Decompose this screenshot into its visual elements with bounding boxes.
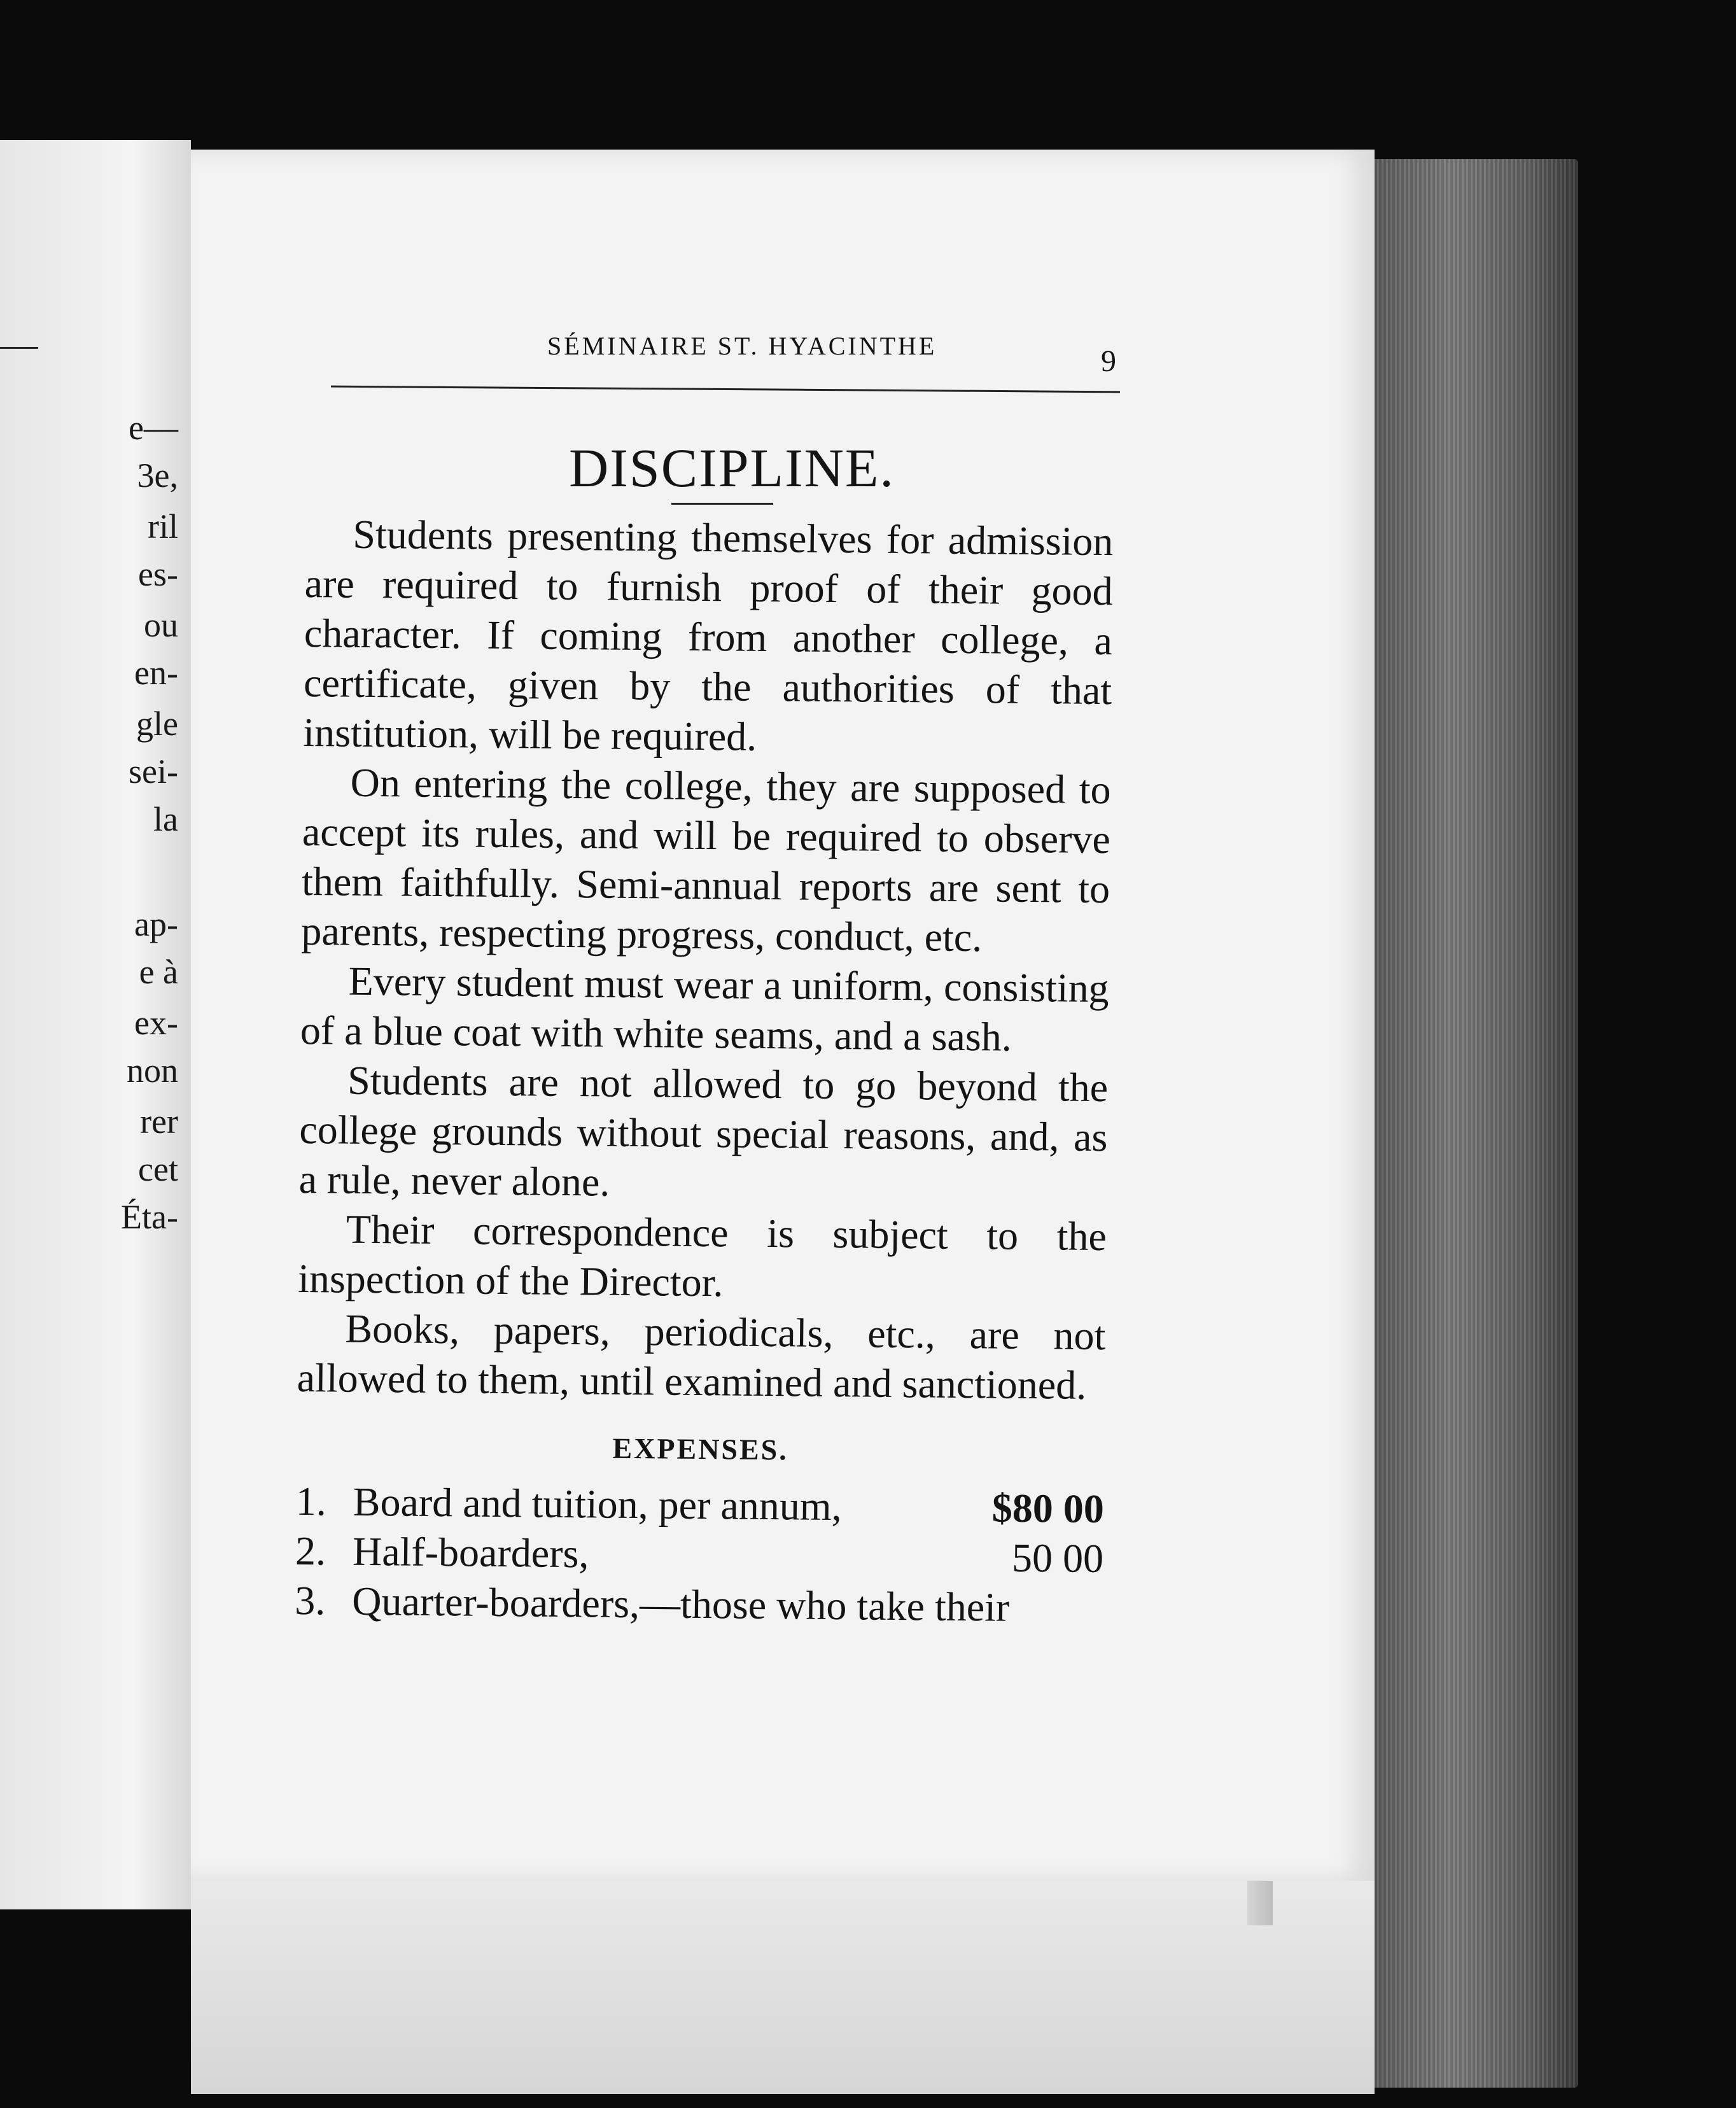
left-page-fragment: e à xyxy=(139,953,178,991)
expense-number: 2. xyxy=(295,1528,326,1574)
expense-item xyxy=(295,1477,1104,1534)
left-page-fragment: ril xyxy=(148,507,178,545)
body-text xyxy=(295,496,1114,1633)
paragraph-grounds: Students are not allowed to go beyond the college grounds without special reasons, and, as a rule, never alone. xyxy=(298,1057,1109,1205)
left-page-rule xyxy=(0,347,38,349)
paragraph-rules: On entering the college, they are supposed to accept its rules, and will be required to observe them faithfully. Semi-annual reports are sent to parents, respecting progress, conduct, etc. xyxy=(301,759,1111,960)
left-page-fragment: gle xyxy=(136,705,178,743)
left-page-fragment: ou xyxy=(144,606,178,644)
left-page-fragment: la xyxy=(153,800,178,838)
expense-amount: 50 00 xyxy=(1011,1535,1104,1582)
paragraph-uniform: Every student must wear a uniform, consisting of a blue coat with white seams, and a sash. xyxy=(300,958,1109,1060)
page-number: 9 xyxy=(1101,344,1116,378)
left-page-fragment: ap- xyxy=(134,905,178,943)
expense-item xyxy=(295,1576,1103,1633)
running-head: SÉMINAIRE ST. HYACINTHE xyxy=(547,332,937,360)
left-page-fragment: sei- xyxy=(129,752,178,791)
left-page-fragment: 3e, xyxy=(137,456,178,495)
left-page-fragment: ex- xyxy=(134,1004,178,1042)
left-page-fragment: en- xyxy=(134,654,178,692)
paragraph-books: Books, papers, periodicals, etc., are not allowed to them, until examined and sanctioned. xyxy=(297,1305,1106,1408)
expense-label: Half-boarders, xyxy=(352,1528,589,1577)
expense-number: 3. xyxy=(295,1577,326,1624)
left-page-fragment: cet xyxy=(138,1150,178,1188)
left-facing-page xyxy=(0,140,191,1909)
expense-label: Board and tuition, per annum, xyxy=(353,1479,842,1529)
left-page-fragment: es- xyxy=(138,555,178,593)
paragraph-admission: Students presenting themselves for admission are required to furnish proof of their good character. If coming from another college, a certificate, given by the authorities of that institution, will be required. xyxy=(303,511,1114,759)
expense-number: 1. xyxy=(295,1478,327,1524)
expense-amount: $80 00 xyxy=(991,1485,1105,1532)
expense-item xyxy=(295,1526,1104,1584)
expense-label: Quarter-boarders,—those who take their xyxy=(352,1578,1010,1630)
left-page-fragment: Éta- xyxy=(121,1198,178,1236)
book-fore-edge xyxy=(1368,159,1578,2088)
expenses-heading: EXPENSES. xyxy=(612,1431,789,1466)
left-page-fragment: non xyxy=(127,1051,178,1090)
left-page-fragment: e— xyxy=(129,409,178,447)
paragraph-correspondence: Their correspondence is subject to the inspection of the Director. xyxy=(297,1206,1107,1305)
section-title: DISCIPLINE. xyxy=(569,437,895,498)
left-page-fragment: rer xyxy=(140,1102,178,1141)
